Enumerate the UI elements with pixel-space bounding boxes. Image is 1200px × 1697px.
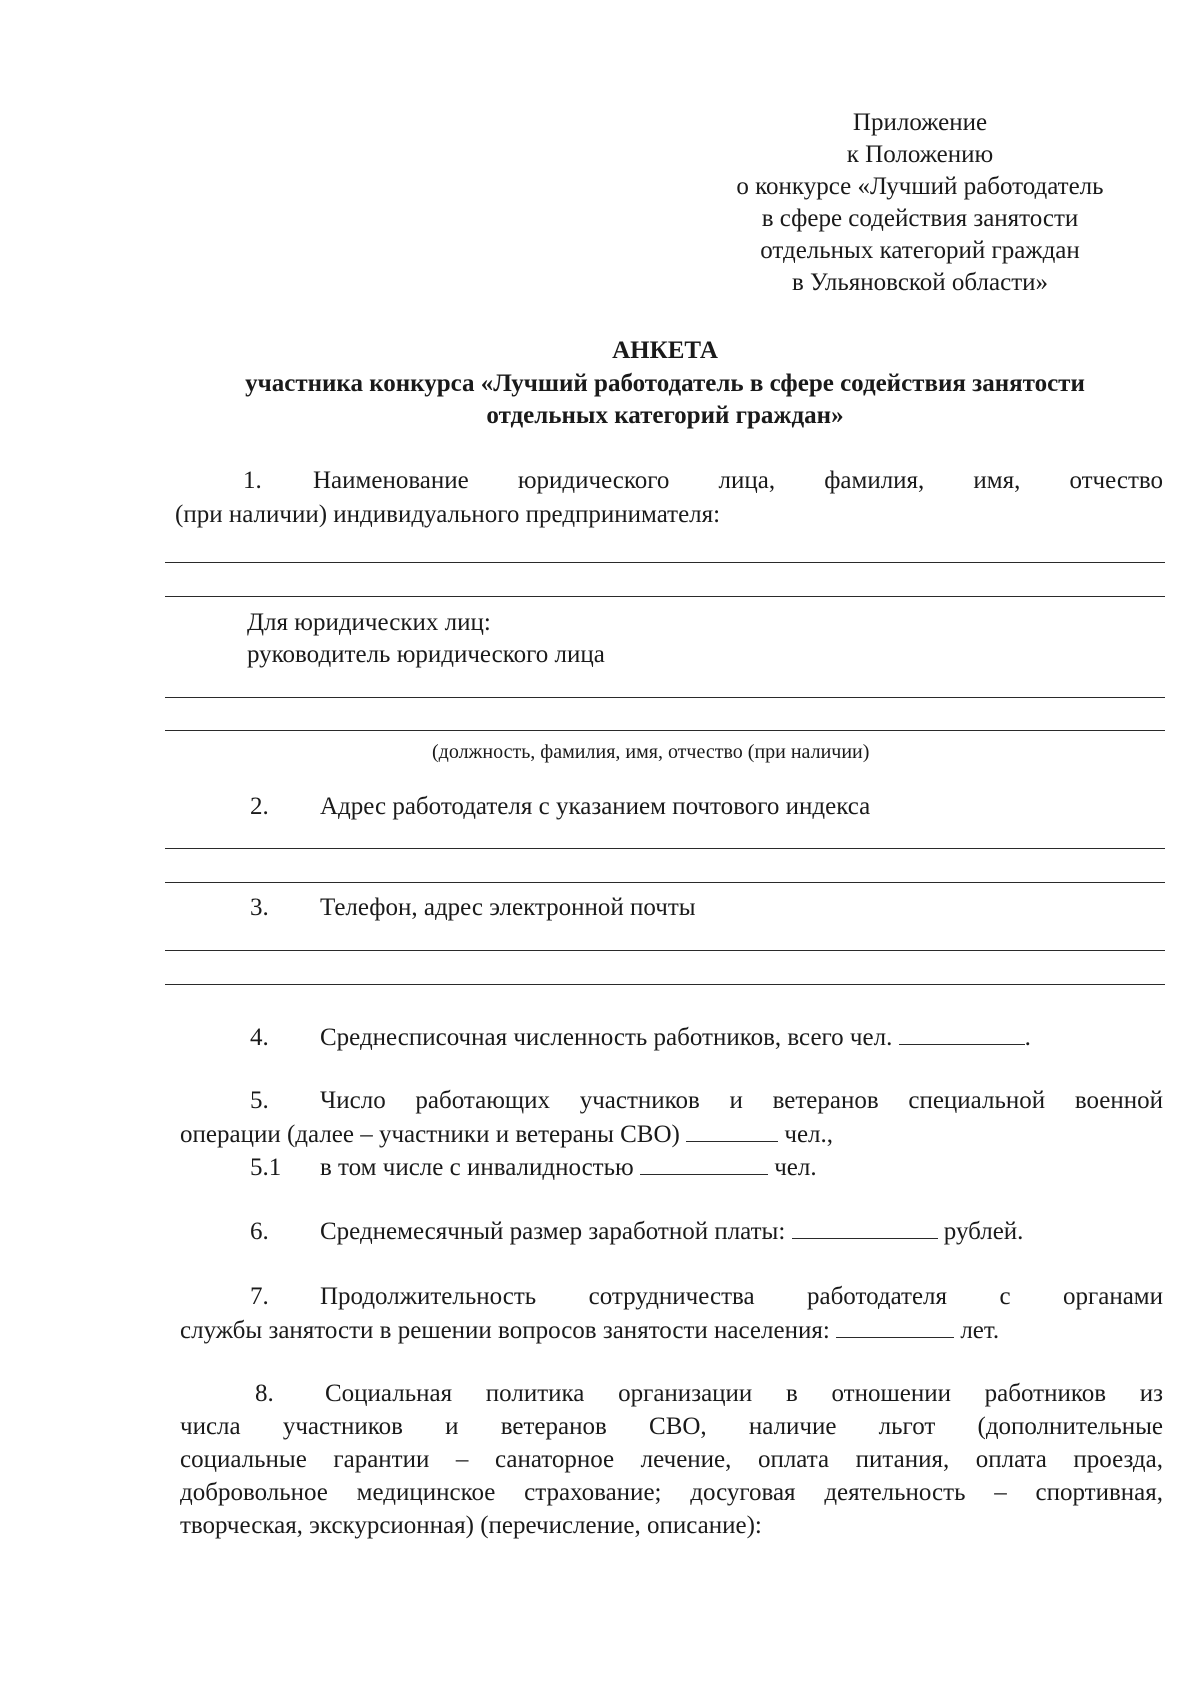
- item-2-fill-line-2[interactable]: [165, 882, 1165, 883]
- item-1-fill-line-1[interactable]: [165, 562, 1165, 563]
- item-1-fill-line-2[interactable]: [165, 596, 1165, 597]
- form-subtitle-line-1: участника конкурса «Лучший работодатель в сфере содействия занятости: [245, 370, 1085, 397]
- item-5-text: Число работающих участников и ветеранов специальной военной: [320, 1087, 1163, 1114]
- item-8-text-1: Социальная политика организации в отношении работников из: [325, 1380, 1163, 1407]
- employee-count-field[interactable]: [899, 1022, 1025, 1045]
- item-5-1-number: 5.1: [250, 1154, 282, 1181]
- legal-fill-line-2[interactable]: [165, 730, 1165, 731]
- item-6-text: Среднемесячный размер заработной платы:: [320, 1218, 786, 1245]
- item-6: [250, 1216, 1023, 1247]
- item-5-1-text: в том числе с инвалидностью: [320, 1154, 634, 1181]
- appendix-line-4: в сфере содействия занятости: [761, 205, 1079, 232]
- item-1-number: 1.: [243, 467, 262, 494]
- item-5-1: [250, 1152, 817, 1183]
- legal-heading: Для юридических лиц:: [247, 609, 491, 636]
- salary-field[interactable]: [792, 1216, 938, 1239]
- item-3-fill-line-2[interactable]: [165, 984, 1165, 985]
- appendix-line-1: Приложение: [852, 109, 988, 136]
- item-8-line-4: добровольное медицинское страхование; досуговая деятельность – спортивная,: [180, 1479, 1163, 1506]
- item-5-line-2: [180, 1119, 833, 1150]
- disability-count-field[interactable]: [640, 1152, 768, 1175]
- item-3-text: Телефон, адрес электронной почты: [320, 894, 696, 921]
- item-2-text: Адрес работодателя с указанием почтового индекса: [320, 793, 871, 820]
- item-8-line-2: числа участников и ветеранов СВО, наличие льгот (дополнительные: [180, 1413, 1163, 1440]
- appendix-line-5: отдельных категорий граждан: [760, 237, 1080, 264]
- item-5-end: чел.,: [784, 1121, 834, 1148]
- item-5-1-end: чел.: [774, 1154, 817, 1181]
- appendix-line-6: в Ульяновской области»: [791, 269, 1049, 296]
- item-7-line-2: [180, 1315, 999, 1346]
- item-6-number: 6.: [250, 1218, 269, 1245]
- item-5-number: 5.: [250, 1087, 269, 1114]
- item-1-text: Наименование юридического лица, фамилия, имя, отчество: [313, 467, 1163, 494]
- appendix-line-3: о конкурсе «Лучший работодатель: [736, 173, 1104, 200]
- item-8-line-3: социальные гарантии – санаторное лечение, оплата питания, оплата проезда,: [180, 1446, 1163, 1473]
- item-7-text-2: службы занятости в решении вопросов занятости населения:: [180, 1317, 830, 1344]
- item-2-number: 2.: [250, 793, 269, 820]
- item-5-text-2: операции (далее – участники и ветераны СВО): [180, 1121, 680, 1148]
- appendix-line-2: к Положению: [846, 141, 994, 168]
- item-7-number: 7.: [250, 1283, 269, 1310]
- item-8-line-1: [255, 1379, 1163, 1409]
- item-8-line-5: творческая, экскурсионная) (перечисление, описание):: [180, 1512, 762, 1539]
- item-3-fill-line-1[interactable]: [165, 950, 1165, 951]
- item-6-end: рублей.: [943, 1218, 1024, 1245]
- form-subtitle-line-2: отдельных категорий граждан»: [486, 402, 844, 429]
- item-5-line-1: [250, 1086, 1163, 1116]
- item-1-line-2: (при наличии) индивидуального предпринимателя:: [175, 501, 721, 528]
- legal-caption: (должность, фамилия, имя, отчество (при наличии): [432, 741, 870, 763]
- item-3-number: 3.: [250, 894, 269, 921]
- svo-count-field[interactable]: [686, 1119, 778, 1142]
- item-8-number: 8.: [255, 1380, 274, 1407]
- item-7-line-1: [250, 1282, 1163, 1312]
- item-3: [250, 893, 696, 923]
- item-7-text: Продолжительность сотрудничества работодателя с органами: [320, 1283, 1163, 1310]
- item-4-number: 4.: [250, 1024, 269, 1051]
- legal-head-label: руководитель юридического лица: [247, 641, 605, 668]
- item-7-end: лет.: [960, 1317, 1000, 1344]
- form-title: АНКЕТА: [612, 337, 718, 364]
- legal-fill-line-1[interactable]: [165, 697, 1165, 698]
- item-2-fill-line-1[interactable]: [165, 848, 1165, 849]
- item-4-text: Среднесписочная численность работников, всего чел.: [320, 1024, 893, 1051]
- item-4: [250, 1022, 1031, 1053]
- cooperation-years-field[interactable]: [836, 1315, 954, 1338]
- item-1-line-1: [243, 466, 1163, 496]
- item-2: [250, 792, 870, 822]
- item-4-end: .: [1024, 1024, 1031, 1051]
